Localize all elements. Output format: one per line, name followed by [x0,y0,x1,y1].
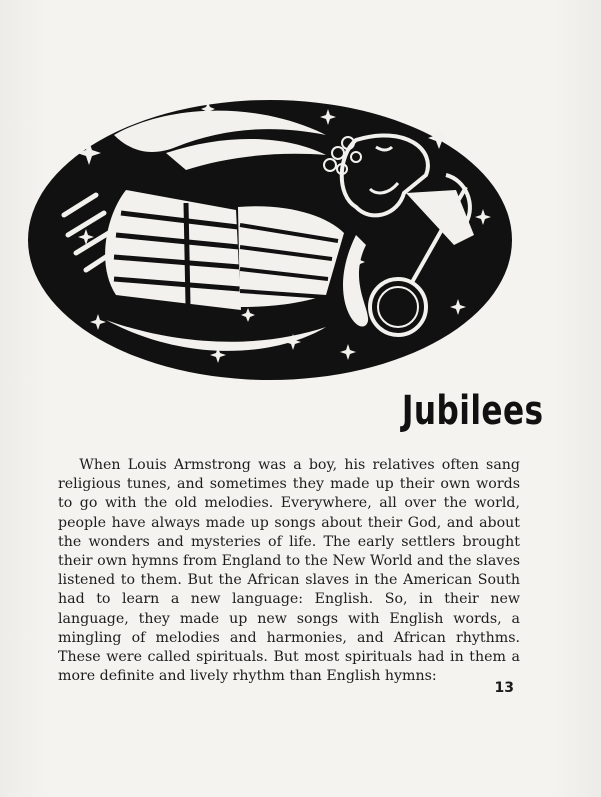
page-number: 13 [494,680,514,696]
angel-banjo-illustration [26,95,514,385]
body-paragraph: When Louis Armstrong was a boy, his relatives often sang religious tunes, and sometimes they made up their own words to go with the old melodies. Everywhere, all over the world, people have always made up songs about their God, and about the wonders and mysteries of life. The early settlers brought their own hymns from England to the New World and the slaves listened to them. But the African slaves in the American South had to learn a new language: English. So, in their new language, they made up new songs with English words, a mingling of melodies and harmonies, and African rhythms. These were called spirituals. But most spirituals had in them a more definite and lively rhythm than English hymns: [58,457,520,685]
chapter-title: Jubilees [401,388,543,434]
